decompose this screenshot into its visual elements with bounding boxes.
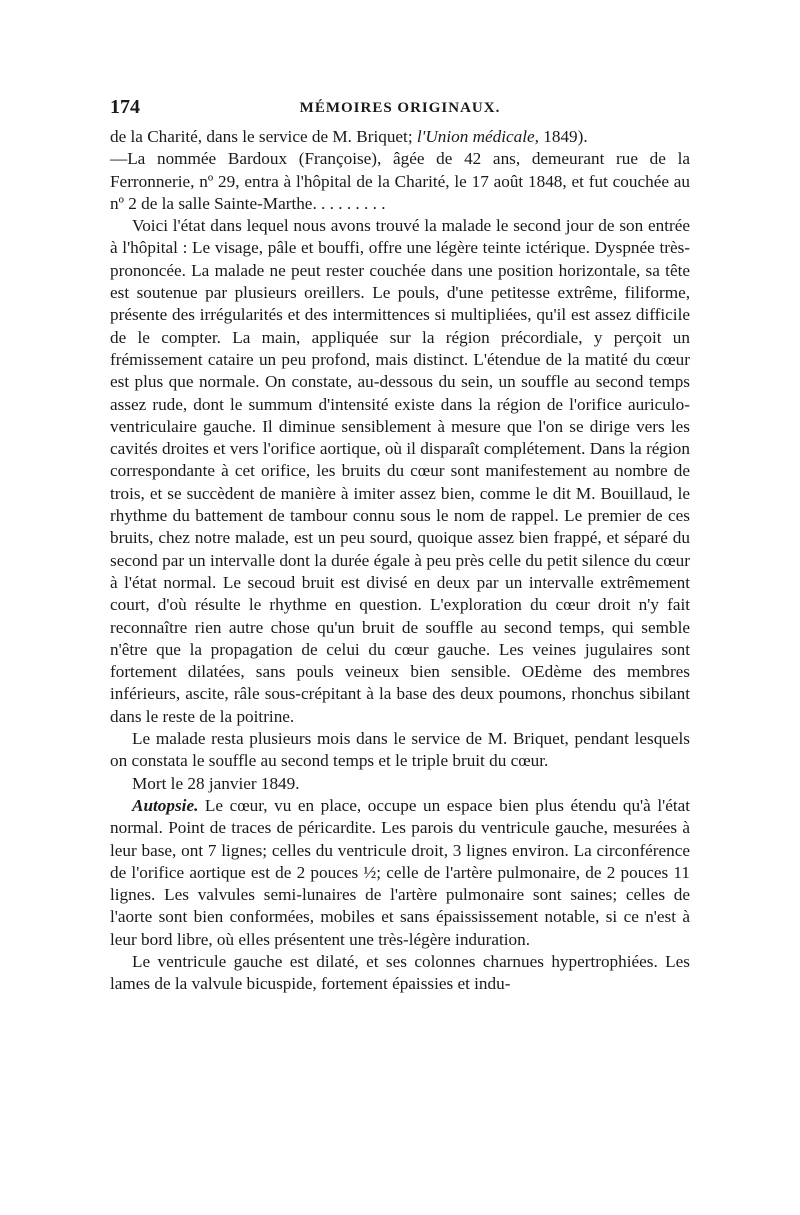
paragraph-reference [110,126,690,148]
autopsy-label: Autopsie. [132,795,199,815]
journal-title: l'Union médicale, [416,127,539,146]
reference-year: 1849). [538,127,588,146]
book-page [110,96,690,996]
autopsy-text: Le cœur, vu en place, occupe un espace bien plus étendu qu'à l'état normal. Point de traces de péricardite. Les parois du ventricule gauche, mesurées à leur base, ont 7 lignes; celles du ventricule droit, 3 lignes environ. La circonférence de l'orifice aortique est de 2 pouces ½; celle de l'artère pulmonaire, de 2 pouces 11 lignes. Les valvules semi-lunaires de l'artère pulmonaire sont saines; celles de l'aorte sont bien conformées, mobiles et sans épaississement notable, si ce n'est à leur bord libre, où elles présentent une très-légère induration. [110,795,690,949]
page-number: 174 [110,96,140,118]
running-head [110,96,690,126]
paragraph-autopsy [110,795,690,951]
running-title: MÉMOIRES ORIGINAUX. [299,100,501,116]
paragraph-ventricle: Le ventricule gauche est dilaté, et ses colonnes charnues hypertrophiées. Les lames de la valvule bicuspide, fortement épaissies et indu- [110,951,690,994]
body-text [110,126,690,996]
paragraph-examination: Voici l'état dans lequel nous avons trouvé la malade le second jour de son entrée à l'hôpital : Le visage, pâle et bouffi, offre une légère teinte ictérique. Dyspnée très-prononcée. La malade ne peut rester couchée dans une position horizontale, sa tête est soutenue par plusieurs oreillers. Le pouls, d'une petitesse extrême, filiforme, présente des irrégularités et des intermittences si multipliées, qu'il est assez difficile de le compter. La main, appliquée sur la région précordiale, y perçoit un frémissement cataire un peu profond, mais distinct. L'étendue de la matité du cœur est plus que normale. On constate, au-dessous du sein, un souffle au second temps assez rude, dont le summum d'intensité existe dans la région de l'orifice auriculo-ventriculaire gauche. Il diminue sensiblement à mesure que l'on se dirige vers les cavités droites et vers l'orifice aortique, où il disparaît complétement. Dans la région correspondante à cet orifice, les bruits du cœur sont manifestement au nombre de trois, et se succèdent de manière à imiter assez bien, comme le dit M. Bouillaud, le rhythme du battement de tambour connu sous le nom de rappel. Le premier de ces bruits, chez notre malade, est un peu sourd, quoique assez bien frappé, et séparé du second par un intervalle dont la durée égale à peu près celle du petit silence du cœur à l'état normal. Le secoud bruit est divisé en deux par un intervalle extrêmement court, d'où résulte le rhythme en question. L'exploration du cœur droit n'y fait reconnaître rien autre chose qu'un bruit de souffle au second temps, qui semble n'être que la propagation de celui du cœur gauche. Les veines jugulaires sont fortement dilatées, sans pouls veineux bien sensible. OEdème des membres inférieurs, ascite, râle sous-crépitant à la base des deux poumons, rhonchus sibilant dans le reste de la poitrine. [110,216,690,726]
paragraph-follow-up: Le malade resta plusieurs mois dans le service de M. Briquet, pendant lesquels on constata le souffle au second temps et le triple bruit du cœur. [110,729,690,771]
paragraph-case-intro: —La nommée Bardoux (Françoise), âgée de 42 ans, demeurant rue de la Ferronnerie, nº 29, entra à l'hôpital de la Charité, le 17 août 1848, et fut couchée au nº 2 de la salle Sainte-Marthe. . . . . . . . . [110,149,690,213]
reference-text: de la Charité, dans le service de M. Briquet; [110,127,417,146]
paragraph-death: Mort le 28 janvier 1849. [132,773,300,793]
